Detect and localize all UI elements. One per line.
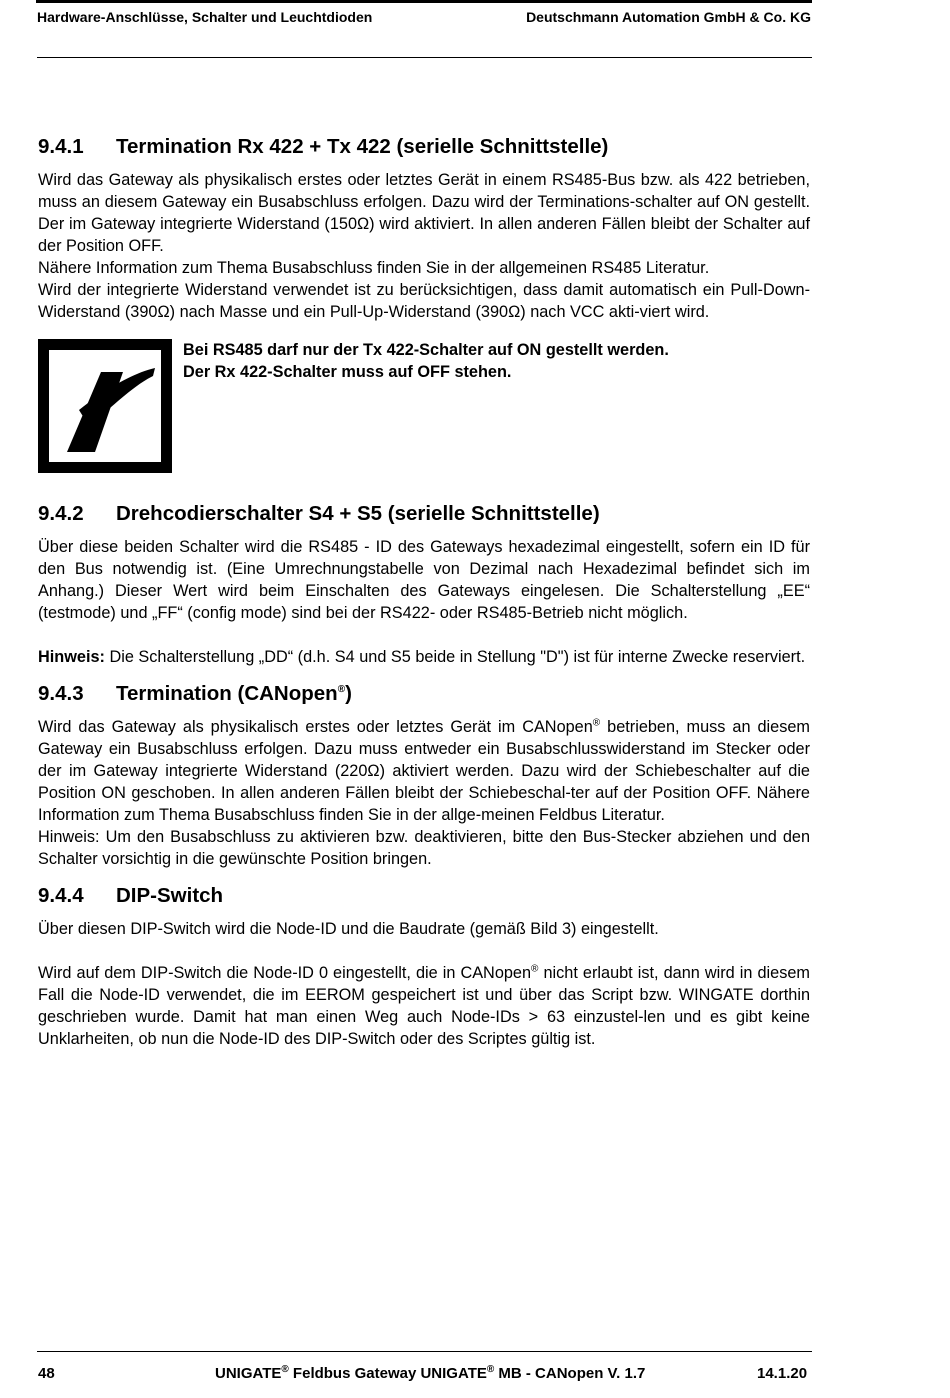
header-top-bar — [36, 0, 812, 3]
paragraph-rotary-hint — [38, 646, 810, 668]
paragraph-termination-literature: Nähere Information zum Thema Busabschluss finden Sie in der allgemeinen RS485 Literatur. — [38, 259, 710, 277]
text-part: MB - CANopen V. 1.7 — [494, 1365, 646, 1382]
paragraph-canopen-hint: Hinweis: Um den Busabschluss zu aktivieren bzw. deaktivieren, bitte den Bus-Stecker abziehen und den Schalter vorsichtig in die gewünschte Position bringen. — [38, 828, 810, 868]
section-number: 9.4.4 — [38, 884, 84, 907]
section-title: Termination Rx 422 + Tx 422 (serielle Schnittstelle) — [116, 135, 609, 158]
header-chapter-title: Hardware-Anschlüsse, Schalter und Leuchtdioden — [37, 9, 373, 25]
section-heading-9-4-2 — [38, 500, 810, 528]
page-content — [38, 133, 810, 1050]
footer-product-title — [215, 1365, 645, 1382]
hint-label: Hinweis: — [38, 648, 105, 666]
text-part: nicht erlaubt ist, dann wird in diesem Fall die Node-ID verwendet, die im EEROM gespeichert ist und über das Script bzw. WINGATE dorthin geschrieben wurde. Damit hat man einen Weg auch Node-IDs > 63 einzustel-len und es gibt keine Unklarheiten, ob nun die Node-ID des DIP-Switch oder des Scriptes gültig ist. — [38, 964, 810, 1048]
section-title: DIP-Switch — [116, 884, 224, 907]
registered-mark: ® — [531, 963, 539, 975]
warning-text — [183, 339, 669, 383]
header-company-name: Deutschmann Automation GmbH & Co. KG — [526, 9, 811, 25]
section-title: Termination (CANopen — [116, 682, 338, 705]
page-number: 48 — [38, 1365, 55, 1382]
registered-mark: ® — [486, 1364, 495, 1375]
text-part: Feldbus Gateway UNIGATE — [288, 1365, 487, 1382]
section-number: 9.4.2 — [38, 502, 84, 525]
paragraph-canopen-termination — [38, 716, 810, 826]
registered-mark: ® — [281, 1364, 289, 1375]
section-number: 9.4.1 — [38, 135, 84, 158]
warning-block — [38, 339, 810, 476]
text-part: Wird das Gateway als physikalisch erstes oder letztes Gerät im CANopen — [38, 718, 593, 736]
warning-line-2: Der Rx 422-Schalter muss auf OFF stehen. — [183, 363, 512, 381]
paragraph-dip-switch: Über diesen DIP-Switch wird die Node-ID und die Baudrate (gemäß Bild 3) eingestellt. — [38, 920, 659, 938]
text-part: UNIGATE — [215, 1365, 282, 1382]
footer-date: 14.1.20 — [757, 1365, 808, 1382]
paragraph-dip-node-id — [38, 962, 810, 1050]
section-title-end: ) — [345, 682, 352, 705]
section-heading-9-4-4 — [38, 882, 810, 910]
paragraph-rotary-switch: Über diese beiden Schalter wird die RS485 - ID des Gateways hexadezimal eingestellt, sofern ein ID für den Bus notwendig ist. (Eine Umrechnungstabelle von Dezimal nach Hexadezimal befindet sich im Anhang.) Dieser Wert wird beim Einschalten des Gateways eingelesen. Die Schalterstellung „EE“ (testmode) und „FF“ (config mode) sind bei der RS422- oder RS485-Betrieb nicht möglich. — [38, 538, 810, 622]
section-heading-9-4-1 — [38, 133, 810, 161]
registered-mark: ® — [592, 717, 601, 729]
hint-text: Die Schalterstellung „DD“ (d.h. S4 und S5 beide in Stellung "D") ist für interne Zwecke reserviert. — [104, 648, 806, 666]
warning-icon — [38, 339, 172, 473]
header-divider — [37, 57, 812, 58]
registered-mark: ® — [337, 684, 346, 696]
section-number: 9.4.3 — [38, 682, 84, 705]
text-part: Wird auf dem DIP-Switch die Node-ID 0 eingestellt, die in CANopen — [38, 964, 532, 982]
warning-line-1: Bei RS485 darf nur der Tx 422-Schalter auf ON gestellt werden. — [183, 341, 669, 359]
text-part: betrieben, muss an diesem Gateway ein Busabschluss erfolgen. Dazu muss entweder ein Busabschlusswiderstand im Stecker oder der im Gateway integrierte Widerstand (220Ω) aktiviert werden. Dazu wird der Schiebeschalter auf die Position ON geschoben. In allen anderen Fällen bleibt der Schiebeschal-ter auf der Position OFF. Nähere Information zum Thema Busabschluss finden Sie in der allge-meinen Feldbus Literatur. — [38, 718, 810, 824]
paragraph-termination-resistors: Wird der integrierte Widerstand verwendet ist zu berücksichtigen, dass damit automatisch ein Pull-Down-Widerstand (390Ω) nach Masse und ein Pull-Up-Widerstand (390Ω) nach VCC akti-viert wird. — [38, 281, 810, 321]
section-title: Drehcodierschalter S4 + S5 (serielle Schnittstelle) — [116, 502, 600, 525]
section-heading-9-4-3 — [38, 680, 810, 708]
paragraph-termination-intro: Wird das Gateway als physikalisch erstes oder letztes Gerät in einem RS485-Bus bzw. als 422 betrieben, muss an diesem Gateway ein Busabschluss erfolgen. Dazu wird der Terminations-schalter auf ON gestellt. Der im Gateway integrierte Widerstand (150Ω) wird aktiviert. In allen anderen Fällen bleibt der Schalter auf der Position OFF. — [38, 171, 810, 255]
footer-divider — [37, 1351, 812, 1352]
